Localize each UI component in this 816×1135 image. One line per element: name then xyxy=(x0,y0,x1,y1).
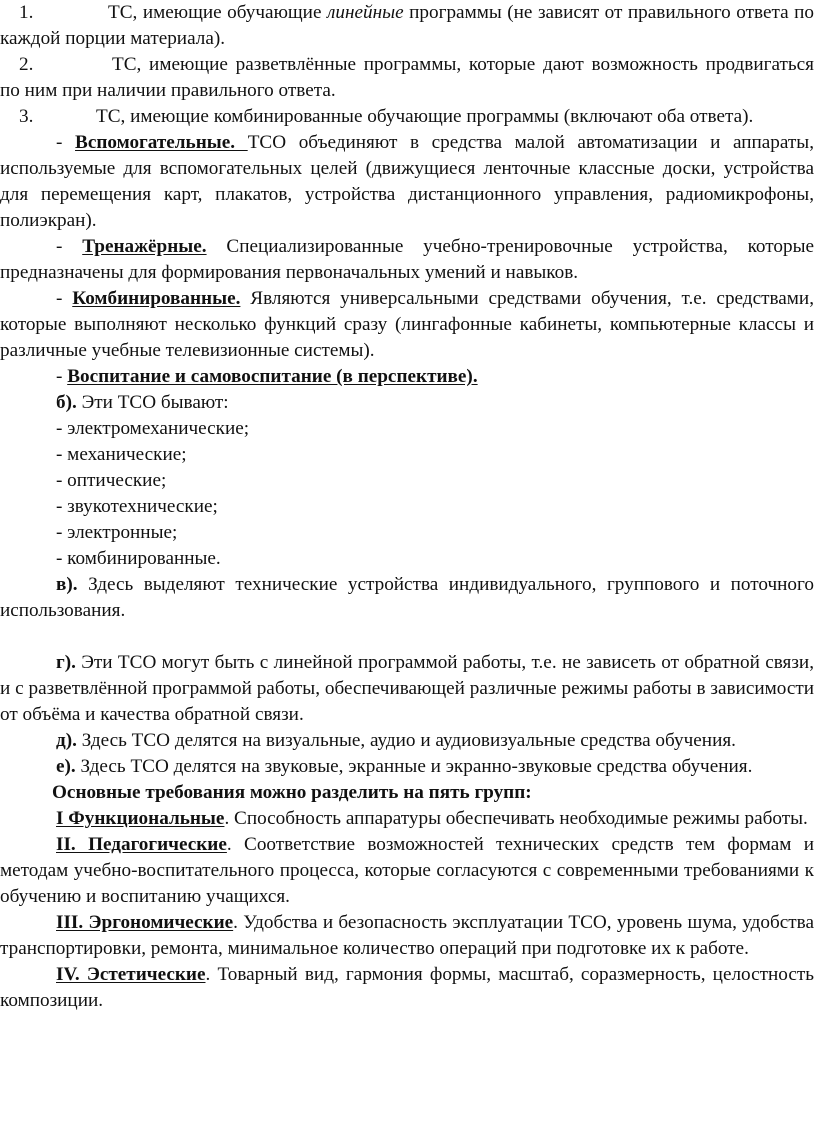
numbered-item-2: 2. ТС, имеющие разветвлённые программы, которые дают возможность продвигаться по ним при наличии правильного ответа. xyxy=(0,54,814,101)
dash-item-upbringing: - Воспитание и самовоспитание (в перспективе). xyxy=(56,366,478,387)
item-number: 1. xyxy=(19,2,34,23)
list-item: - комбинированные. xyxy=(56,548,221,569)
term-pedagogical: II. Педагогические xyxy=(56,834,227,855)
section-b-label: б). xyxy=(56,392,77,413)
requirements-heading: Основные требования можно разделить на пять групп: xyxy=(52,782,532,803)
requirement-functional: I Функциональные. Способность аппаратуры обеспечивать необходимые режимы работы. xyxy=(56,808,808,829)
term-trainers: Тренажёрные. xyxy=(82,236,207,257)
section-e-label: е). xyxy=(56,756,76,777)
list-item: - электронные; xyxy=(56,522,178,543)
term-auxiliary: Вспомогательные. xyxy=(75,132,248,153)
numbered-item-3: 3. ТС, имеющие комбинированные обучающие программы (включают оба ответа). xyxy=(0,104,814,130)
blank-line xyxy=(0,624,814,650)
section-d-label: д). xyxy=(56,730,77,751)
section-e: е). Здесь ТСО делятся на звуковые, экранные и экранно-звуковые средства обучения. xyxy=(56,756,753,777)
term-upbringing: Воспитание и самовоспитание (в перспективе). xyxy=(67,366,478,387)
requirement-ergonomic: III. Эргономические. Удобства и безопасность эксплуатации ТСО, уровень шума, удобства транспортировки, ремонта, минимальное количество операций при подготовке их к работе. xyxy=(0,912,814,959)
item-number: 3. xyxy=(19,106,34,127)
requirement-pedagogical: II. Педагогические. Соответствие возможностей технических средств тем формам и методам учебно-воспитательного процесса, которые согласуются с современными требованиями к обучению и воспитанию учащихся. xyxy=(0,834,814,907)
numbered-item-1: 1. ТС, имеющие обучающие линейные программы (не зависят от правильного ответа по каждой порции материала). xyxy=(0,2,814,49)
term-ergonomic: III. Эргономические xyxy=(56,912,234,933)
section-v-label: в). xyxy=(56,574,78,595)
list-item: - механические; xyxy=(56,444,187,465)
section-v: в). Здесь выделяют технические устройства индивидуального, группового и поточного использования. xyxy=(0,574,814,621)
requirement-aesthetic: IV. Эстетические. Товарный вид, гармония формы, масштаб, соразмерность, целостность композиции. xyxy=(0,964,814,1011)
term-aesthetic: IV. Эстетические xyxy=(56,964,206,985)
term-combined: Комбинированные. xyxy=(72,288,241,309)
list-item: - электромеханические; xyxy=(56,418,250,439)
section-g: г). Эти ТСО могут быть с линейной программой работы, т.е. не зависеть от обратной связи, и с разветвлённой программой работы, обеспечивающей различные режимы работы в зависимости от объёма и качества обратной связи. xyxy=(0,652,814,725)
emphasis-linear: линейные xyxy=(326,2,404,23)
dash-item-auxiliary: - Вспомогательные. ТСО объединяют в средства малой автоматизации и аппараты, используемые для вспомогательных целей (движущиеся ленточные классные доски, устройства для перемещения карт, плакатов, устройства дистанционного управления, радиомикрофоны, полиэкран). xyxy=(0,132,814,231)
dash-item-trainers: - Тренажёрные. Специализированные учебно-тренировочные устройства, которые предназначены для формирования первоначальных умений и навыков. xyxy=(0,236,815,283)
list-item: - оптические; xyxy=(56,470,167,491)
dash-item-combined: - Комбинированные. Являются универсальными средствами обучения, т.е. средствами, которые выполняют несколько функций сразу (лингафонные кабинеты, компьютерные классы и различные учебные телевизионные системы). xyxy=(0,288,814,361)
item-number: 2. xyxy=(19,54,34,75)
section-b: б). Эти ТСО бывают: xyxy=(56,392,229,413)
section-d: д). Здесь ТСО делятся на визуальные, аудио и аудиовизуальные средства обучения. xyxy=(56,730,736,751)
list-item: - звукотехнические; xyxy=(56,496,218,517)
term-functional: I Функциональные xyxy=(56,808,225,829)
section-g-label: г). xyxy=(56,652,76,673)
